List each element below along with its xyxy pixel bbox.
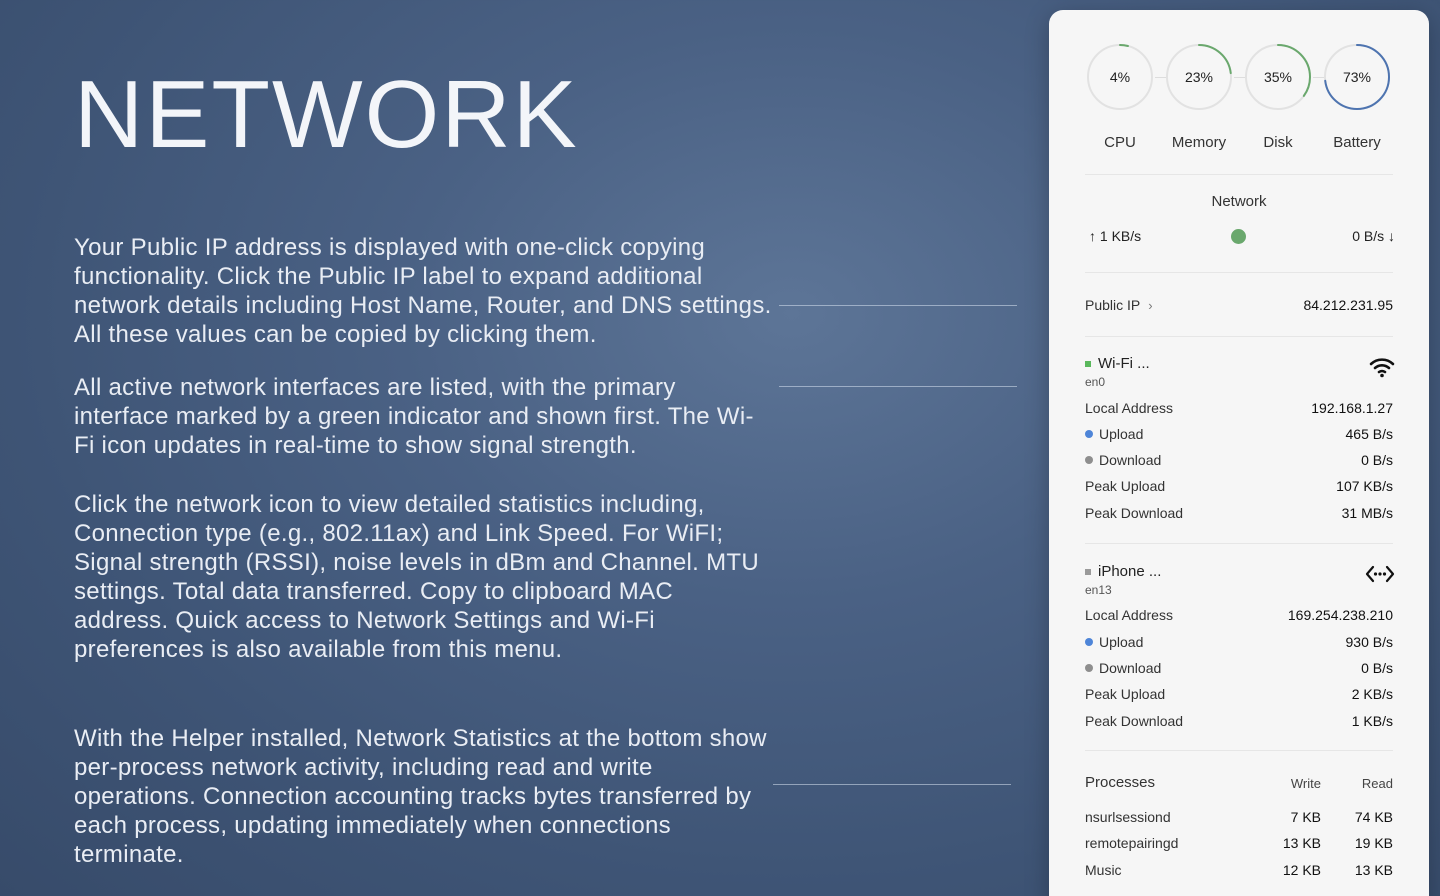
gauge-battery[interactable] bbox=[1322, 42, 1392, 151]
read-column-header[interactable]: Read bbox=[1361, 776, 1393, 791]
peak-upload-value: 2 KB/s bbox=[1351, 686, 1393, 702]
interfaces-description: All active network interfaces are listed, with the primary interface marked by a green indicator and shown first. The Wi-Fi icon updates in real-time to show signal strength. bbox=[74, 374, 754, 459]
process-row bbox=[1085, 862, 1393, 882]
interface-device: en0 bbox=[1085, 375, 1106, 389]
peak-download-row bbox=[1085, 503, 1393, 523]
peak-upload-row bbox=[1085, 684, 1393, 704]
public-ip-row[interactable] bbox=[1085, 295, 1393, 315]
download-dot bbox=[1085, 456, 1093, 464]
gauge-value: 73% bbox=[1342, 69, 1372, 85]
peak-upload-value: 107 KB/s bbox=[1336, 478, 1393, 494]
gauge-cpu[interactable] bbox=[1085, 42, 1155, 151]
row-label: Peak Download bbox=[1085, 505, 1184, 521]
network-upload-rate: ↑ 1 KB/s bbox=[1089, 228, 1142, 244]
network-status-indicator bbox=[1231, 229, 1246, 244]
local-address-row[interactable] bbox=[1085, 398, 1393, 418]
local-address-row[interactable] bbox=[1085, 605, 1393, 625]
process-read: 13 KB bbox=[1354, 862, 1393, 878]
process-name: nsurlsessiond bbox=[1085, 809, 1171, 825]
ethernet-connection-icon[interactable] bbox=[1365, 564, 1395, 589]
divider bbox=[1085, 750, 1393, 751]
upload-value: 930 B/s bbox=[1345, 634, 1393, 650]
local-address-value[interactable]: 169.254.238.210 bbox=[1287, 607, 1393, 623]
processes-title: Processes bbox=[1085, 774, 1156, 791]
process-write: 7 KB bbox=[1290, 809, 1321, 825]
process-read: 74 KB bbox=[1354, 809, 1393, 825]
upload-dot bbox=[1085, 638, 1093, 646]
download-dot bbox=[1085, 664, 1093, 672]
chevron-right-icon: › bbox=[1148, 297, 1153, 313]
stats-panel bbox=[1049, 10, 1429, 896]
network-title: Network bbox=[1211, 193, 1267, 210]
download-value: 0 B/s bbox=[1361, 660, 1393, 676]
gauge-value: 4% bbox=[1109, 69, 1131, 85]
primary-indicator bbox=[1085, 361, 1091, 367]
wifi-icon[interactable] bbox=[1369, 356, 1395, 383]
gauge-value: 35% bbox=[1263, 69, 1293, 85]
network-icon-description: Click the network icon to view detailed statistics including, Connection type (e.g., 802.11ax) and Link Speed. For WiFI; Signal strength (RSSI), noise levels in dBm and Channel. MTU settings. Total data transferred. Copy to clipboard MAC address. Quick access to Network Settings and Wi-Fi preferences is also available from this menu. bbox=[74, 491, 759, 663]
row-label: Download bbox=[1099, 452, 1162, 468]
gauge-value: 23% bbox=[1184, 69, 1214, 85]
download-row bbox=[1085, 658, 1393, 678]
secondary-indicator bbox=[1085, 569, 1091, 575]
callout-line-interfaces bbox=[779, 386, 1017, 387]
network-download-rate: 0 B/s ↓ bbox=[1352, 228, 1395, 244]
interface-name-text: iPhone ... bbox=[1098, 563, 1162, 580]
process-name: Music bbox=[1085, 862, 1122, 878]
public-ip-value[interactable]: 84.212.231.95 bbox=[1303, 297, 1393, 313]
interface-name[interactable] bbox=[1085, 563, 1161, 580]
row-label: Local Address bbox=[1085, 400, 1173, 416]
divider bbox=[1085, 272, 1393, 273]
peak-upload-row bbox=[1085, 476, 1393, 496]
row-label: Peak Download bbox=[1085, 713, 1184, 729]
peak-download-row bbox=[1085, 711, 1393, 731]
interface-name[interactable] bbox=[1085, 355, 1150, 372]
row-label: Upload bbox=[1099, 634, 1144, 650]
upload-row bbox=[1085, 632, 1393, 652]
gauge-label: CPU bbox=[1104, 134, 1136, 151]
divider bbox=[1085, 174, 1393, 175]
row-label: Download bbox=[1099, 660, 1162, 676]
public-ip-description: Your Public IP address is displayed with one-click copying functionality. Click the Public IP label to expand additional network details including Host Name, Router, and DNS settings. All these values can be copied by clicking them. bbox=[74, 234, 772, 348]
peak-download-value: 31 MB/s bbox=[1341, 505, 1393, 521]
divider bbox=[1085, 543, 1393, 544]
helper-statistics-description: With the Helper installed, Network Statistics at the bottom show per-process network activity, including read and write operations. Connection accounting tracks bytes transferred by each process, updating immediately when connections terminate. bbox=[74, 725, 767, 868]
row-label: Peak Upload bbox=[1085, 686, 1166, 702]
public-ip-label-text: Public IP bbox=[1085, 297, 1141, 313]
process-write: 12 KB bbox=[1282, 862, 1321, 878]
upload-dot bbox=[1085, 430, 1093, 438]
callout-line-processes bbox=[773, 784, 1011, 785]
process-write: 13 KB bbox=[1282, 835, 1321, 851]
public-ip-label[interactable] bbox=[1085, 297, 1153, 313]
process-name: remotepairingd bbox=[1085, 835, 1179, 851]
gauges-row bbox=[1085, 42, 1393, 162]
write-column-header[interactable]: Write bbox=[1290, 776, 1321, 791]
row-label: Upload bbox=[1099, 426, 1144, 442]
process-read: 19 KB bbox=[1354, 835, 1393, 851]
local-address-value[interactable]: 192.168.1.27 bbox=[1311, 400, 1393, 416]
process-row bbox=[1085, 809, 1393, 829]
gauge-label: Memory bbox=[1171, 134, 1227, 151]
row-label: Local Address bbox=[1085, 607, 1173, 623]
divider bbox=[1085, 336, 1393, 337]
download-row bbox=[1085, 450, 1393, 470]
gauge-memory[interactable] bbox=[1164, 42, 1234, 151]
callout-line-public-ip bbox=[779, 305, 1017, 306]
interface-device: en13 bbox=[1085, 583, 1112, 597]
gauge-label: Disk bbox=[1263, 134, 1293, 151]
row-label: Peak Upload bbox=[1085, 478, 1166, 494]
interface-name-text: Wi-Fi ... bbox=[1098, 355, 1150, 372]
processes-header bbox=[1085, 774, 1393, 794]
process-row bbox=[1085, 835, 1393, 855]
gauge-disk[interactable] bbox=[1243, 42, 1313, 151]
upload-value: 465 B/s bbox=[1345, 426, 1393, 442]
page-title: NETWORK bbox=[74, 61, 579, 168]
upload-row bbox=[1085, 424, 1393, 444]
peak-download-value: 1 KB/s bbox=[1351, 713, 1393, 729]
download-value: 0 B/s bbox=[1361, 452, 1393, 468]
gauge-label: Battery bbox=[1333, 134, 1381, 151]
